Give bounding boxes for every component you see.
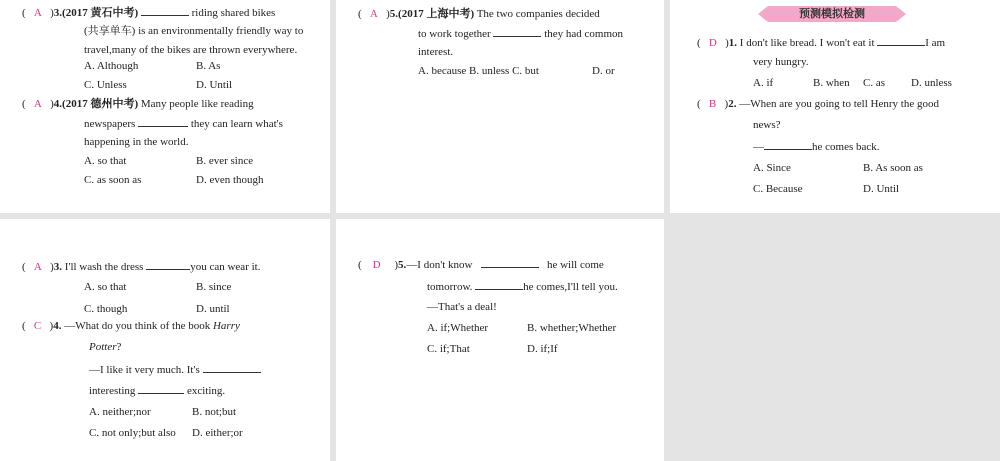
question-text: he comes,I'll tell you. <box>523 281 618 293</box>
option-c: C. Unless <box>84 79 127 91</box>
section-title-banner: 预测模拟检测 <box>768 6 896 22</box>
option-d: D. unless <box>911 77 952 89</box>
question-5-line-1: ( D )5.—I don't know he will come <box>358 259 604 271</box>
option-b: B. since <box>196 281 232 293</box>
question-4-line-1: ( A )4.(2017 德州中考) Many people like reading <box>22 98 254 110</box>
option-c: C. not only;but also <box>89 427 176 439</box>
question-text: —I like it very much. It's <box>89 364 200 376</box>
option-b: B. not;but <box>192 406 237 418</box>
panel-top-left <box>0 0 330 213</box>
question-4-line-1: ( C )4. —What do you think of the book Harry <box>22 320 240 332</box>
question-source: (2017 德州中考) <box>62 98 139 110</box>
book-title: Potter <box>89 341 117 353</box>
answer-mark: A <box>33 261 42 273</box>
question-number: 3. <box>53 7 63 19</box>
question-number: 4. <box>53 98 63 110</box>
option-c: C. if;That <box>427 343 470 355</box>
question-number: 4. <box>53 320 62 332</box>
question-text: to work together <box>418 28 491 40</box>
question-4-line-4 <box>89 383 225 398</box>
question-text: newspapers <box>84 118 136 130</box>
question-5-line-2 <box>418 26 623 41</box>
option-d: D. if;If <box>527 343 558 355</box>
panel-top-right <box>670 0 1000 213</box>
options-abc: A. because B. unless C. but <box>418 65 539 77</box>
question-3-line-1: ( A )3. I'll wash the dress you can wear it. <box>22 261 261 273</box>
question-4-line-3: happening in the world. <box>84 136 189 148</box>
option-a: A. so that <box>84 155 127 167</box>
question-text: I'll wash the dress <box>64 261 144 273</box>
question-number: 1. <box>728 37 738 49</box>
answer-blank <box>475 279 523 290</box>
option-d: D. either;or <box>192 427 243 439</box>
answer-blank <box>146 259 190 270</box>
question-text: —When are you going to tell Henry the good <box>739 98 939 110</box>
answer-blank <box>493 26 541 37</box>
option-b: B. when <box>813 77 850 89</box>
answer-blank <box>138 116 188 127</box>
question-number: 2. <box>728 98 737 110</box>
question-1-line-2: very hungry. <box>753 56 809 68</box>
question-source: (2017 上海中考) <box>398 8 475 20</box>
question-text: The two companies decided <box>476 8 600 20</box>
option-a: A. so that <box>84 281 127 293</box>
option-d: D. until <box>196 303 230 315</box>
answer-blank <box>141 5 189 16</box>
question-3-line-2: (共享单车) is an environmentally friendly way to <box>84 25 304 37</box>
question-number: 5. <box>398 259 407 271</box>
question-4-line-2 <box>84 116 283 131</box>
option-c: C. Because <box>753 183 803 195</box>
question-text: he will come <box>546 259 604 271</box>
option-d: D. or <box>592 65 615 77</box>
question-text: riding shared bikes <box>191 7 276 19</box>
option-b: B. whether;Whether <box>527 322 617 334</box>
answer-blank <box>481 257 539 268</box>
question-source: (2017 黄石中考) <box>62 7 139 19</box>
option-c: C. as <box>863 77 885 89</box>
option-a: A. if;Whether <box>427 322 489 334</box>
question-text: exciting. <box>186 385 226 397</box>
question-5-line-2 <box>427 279 618 294</box>
answer-blank <box>764 139 812 150</box>
question-3-line-1: ( A )3.(2017 黄石中考) riding shared bikes <box>22 7 276 19</box>
dash: — <box>753 141 764 153</box>
question-3-line-3: travel,many of the bikes are thrown everywhere. <box>84 44 298 56</box>
question-text: they can learn what's <box>190 118 283 130</box>
question-4-line-3 <box>89 362 261 377</box>
question-5-line-1: ( A )5.(2017 上海中考) The two companies decided <box>358 8 600 20</box>
question-2-line-1: ( B )2. —When are you going to tell Henry the good <box>697 98 939 110</box>
option-b: B. ever since <box>196 155 254 167</box>
question-mark: ? <box>116 341 122 353</box>
question-text: I am <box>925 37 946 49</box>
answer-mark: D <box>708 37 717 49</box>
question-number: 3. <box>53 261 63 273</box>
option-a: A. Since <box>753 162 791 174</box>
question-text: —What do you think of the book <box>64 320 211 332</box>
answer-blank <box>203 362 261 373</box>
question-text: Many people like reading <box>140 98 254 110</box>
question-text: tomorrow. <box>427 281 473 293</box>
option-d: D. even though <box>196 174 264 186</box>
option-b: B. As soon as <box>863 162 923 174</box>
answer-mark: C <box>33 320 42 332</box>
question-text: interesting <box>89 385 136 397</box>
option-d: D. Until <box>863 183 900 195</box>
question-text: they had common <box>544 28 624 40</box>
question-4-line-2 <box>89 340 121 354</box>
question-number: 5. <box>389 8 399 20</box>
question-text: he comes back. <box>812 141 880 153</box>
question-1-line-1: ( D )1. I don't like bread. I won't eat it I am <box>697 37 946 49</box>
question-text: you can wear it. <box>190 261 261 273</box>
option-b: B. As <box>196 60 221 72</box>
answer-mark: B <box>708 98 717 110</box>
option-c: C. though <box>84 303 128 315</box>
option-c: C. as soon as <box>84 174 142 186</box>
answer-mark: A <box>369 8 378 20</box>
book-title: Harry <box>212 320 240 332</box>
question-5-line-3: interest. <box>418 46 454 58</box>
question-2-line-2: news? <box>753 119 781 131</box>
answer-mark: A <box>33 7 42 19</box>
question-text: I don't like bread. I won't eat it <box>739 37 875 49</box>
answer-mark: D <box>372 259 381 271</box>
question-5-line-3: —That's a deal! <box>427 301 497 313</box>
panel-bottom-middle <box>336 219 664 461</box>
panel-bottom-left <box>0 219 330 461</box>
option-a: A. if <box>753 77 774 89</box>
answer-blank <box>138 383 184 394</box>
option-a: A. Although <box>84 60 139 72</box>
answer-blank <box>877 35 925 46</box>
panel-top-middle <box>336 0 664 213</box>
answer-mark: A <box>33 98 42 110</box>
question-text: —I don't know <box>406 259 473 271</box>
question-2-line-3 <box>753 139 880 154</box>
option-a: A. neither;nor <box>89 406 151 418</box>
option-d: D. Until <box>196 79 233 91</box>
